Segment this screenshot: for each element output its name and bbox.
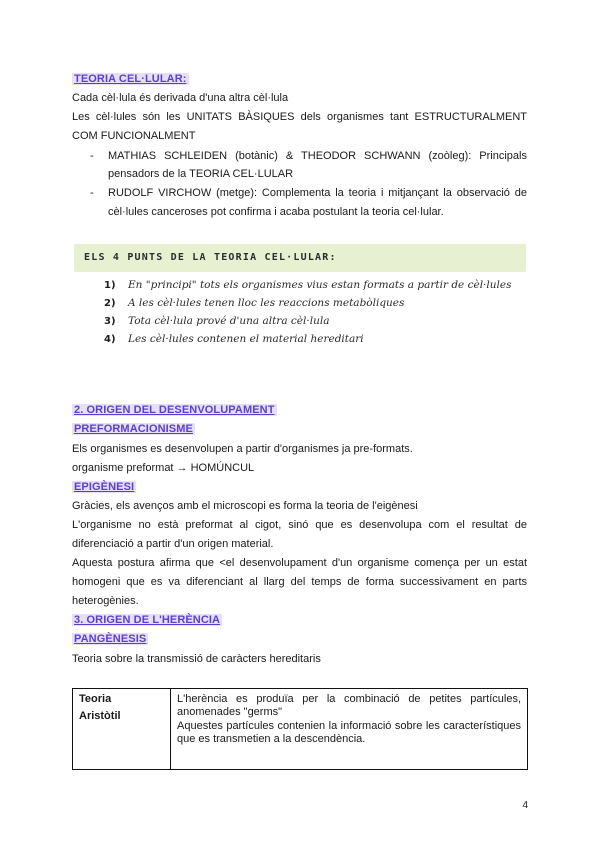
- text-line: COM FUNCIONALMENT: [72, 130, 196, 142]
- bullet-text: pensadors de la TEORIA CEL·LULAR: [108, 168, 294, 180]
- table-row: [73, 689, 528, 770]
- point-number: 1): [104, 280, 116, 291]
- text-line: homogeni que es va diferenciant al llarg del temps de forma successivament en parts: [72, 576, 527, 588]
- points-title: ELS 4 PUNTS DE LA TEORIA CEL·LULAR:: [84, 252, 337, 263]
- point-number: 3): [104, 316, 116, 327]
- heading-origen-herencia[interactable]: 3. ORIGEN DE L'HERÈNCIA: [74, 614, 221, 626]
- theory-table: [72, 688, 528, 770]
- table-cell-theory: [73, 689, 171, 770]
- heading-epigenesi[interactable]: EPIGÈNESI: [74, 481, 135, 493]
- point-text: Les cèl·lules contenen el material hereditari: [128, 333, 364, 345]
- text-line: Gràcies, els avenços amb el microscopi es forma la teoria de l'eigènesi: [72, 500, 418, 512]
- heading-preformacionisme[interactable]: PREFORMACIONISME: [74, 423, 193, 435]
- text-line: heterogènies.: [72, 595, 139, 607]
- cell-paragraph: L'herència es produïa per la combinació de petites partícules, anomenades "germs": [177, 693, 521, 718]
- text-line: L'organisme no està preformat al cigot, sinó que es desenvolupa com el resultat de: [72, 519, 527, 531]
- bullet-dash: -: [90, 187, 94, 199]
- text-line: Les cèl·lules són les UNITATS BÀSIQUES dels organismes tant ESTRUCTURALMENT: [72, 111, 527, 123]
- text-line: Els organismes es desenvolupen a partir d'organismes ja pre-formats.: [72, 443, 413, 455]
- text-line: Cada cèl·lula és derivada d'una altra cèl·lula: [72, 92, 289, 104]
- cell-label: Teoria: [79, 693, 112, 705]
- bullet-text: cèl·lules canceroses pot confirma i acaba postulant la teoria cel·lular.: [108, 206, 444, 218]
- point-number: 4): [104, 334, 116, 345]
- text-line: Teoria sobre la transmissió de caràcters hereditaris: [72, 653, 321, 665]
- bullet-text: RUDOLF VIRCHOW (metge): Complementa la teoria i mitjançant la observació de: [108, 187, 527, 199]
- bullet-text: MATHIAS SCHLEIDEN (botànic) & THEODOR SCHWANN (zoòleg): Principals: [108, 150, 527, 162]
- page-number: 4: [522, 800, 528, 811]
- point-text: Tota cèl·lula prové d'una altra cèl·lula: [128, 315, 330, 327]
- heading-origen-desenvolupament[interactable]: 2. ORIGEN DEL DESENVOLUPAMENT: [74, 404, 275, 416]
- points-title-box: [74, 244, 526, 272]
- point-text: A les cèl·lules tenen lloc les reaccions metabòliques: [128, 297, 405, 309]
- text-line: Aquesta postura afirma que <el desenvolupament d'un organisme comença per un estat: [72, 557, 527, 569]
- heading-teoria-cellular[interactable]: TEORIA CEL·LULAR:: [74, 73, 187, 85]
- text-line: diferenciació a partir d'un origen material.: [72, 538, 274, 550]
- bullet-dash: -: [90, 150, 94, 162]
- heading-pangenesis[interactable]: PANGÈNESIS: [74, 633, 147, 645]
- point-text: En "principi" tots els organismes vius estan formats a partir de cèl·lules: [128, 279, 512, 291]
- cell-paragraph: Aquestes partícules contenien la informació sobre les característiques que es transmetien a la descendència.: [177, 720, 521, 745]
- cell-label: Aristòtil: [79, 709, 121, 722]
- table-cell-description: [171, 689, 528, 770]
- point-number: 2): [104, 298, 116, 309]
- text-line: organisme preformat → HOMÚNCUL: [72, 462, 255, 474]
